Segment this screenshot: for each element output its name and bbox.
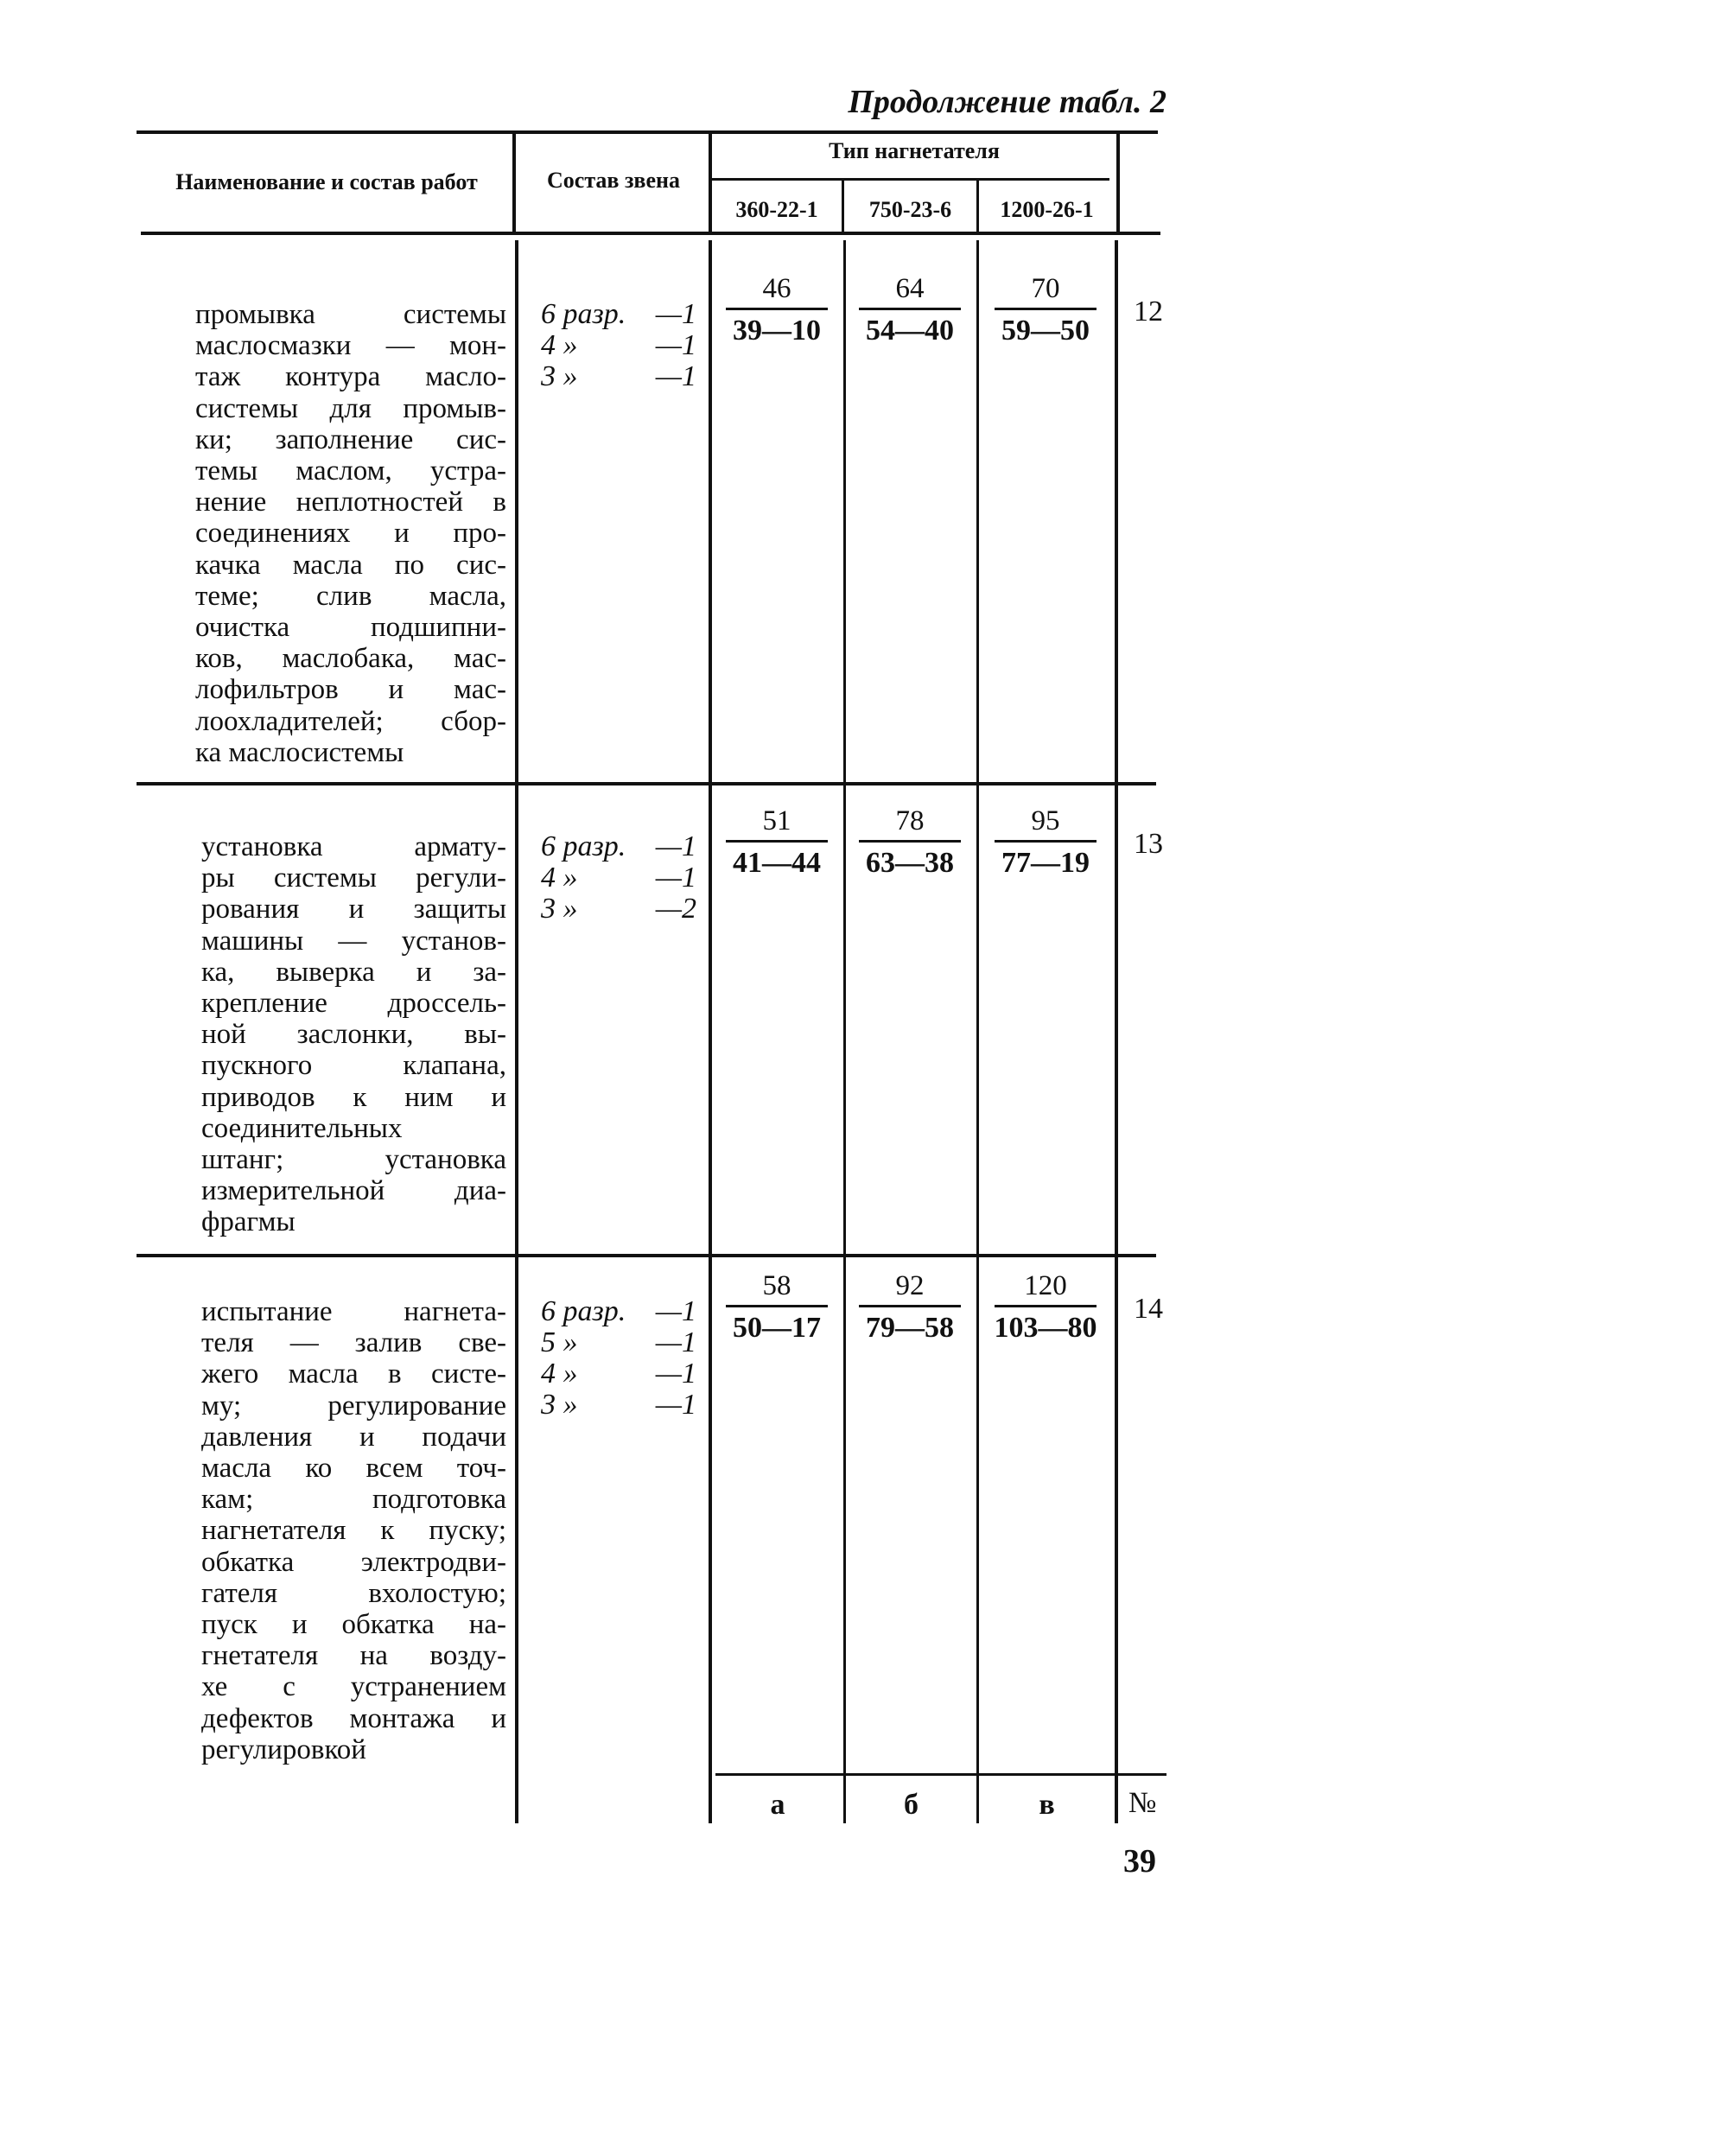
header-top-rule (137, 130, 1158, 134)
description-line: темы маслом, устра- (195, 455, 506, 487)
description-line: ков, маслобака, мас- (195, 643, 506, 675)
description-line: хе с устранением (201, 1671, 506, 1703)
crew-count: —1 (655, 830, 696, 862)
type-1200: 1200-26-1 (1000, 197, 1094, 222)
description-line: ки; заполнение сис- (195, 423, 506, 455)
row-number: 12 (1134, 296, 1163, 328)
crew-line (541, 1358, 696, 1390)
crew-line (541, 862, 696, 894)
description-line: регулировкой (201, 1733, 366, 1765)
crew-grade: 4 » (541, 862, 578, 894)
type-360: 360-22-1 (735, 197, 818, 222)
value-norm: 78 (895, 805, 925, 836)
row-13-value-b (854, 802, 966, 884)
crew-count: —2 (655, 893, 696, 925)
row-14-value-a (721, 1267, 833, 1349)
crew-line (541, 361, 696, 392)
row-14-description (201, 1296, 506, 1765)
crew-count: —1 (655, 1389, 696, 1421)
value-cost: 59—50 (1001, 315, 1090, 347)
description-line: му; регулирование (201, 1390, 506, 1421)
crew-count: —1 (655, 1358, 696, 1390)
page-number: 39 (1123, 1843, 1156, 1879)
description-line: гнетателя на возду- (201, 1640, 506, 1672)
crew-grade: 6 разр. (541, 1295, 626, 1327)
value-norm: 51 (762, 805, 791, 836)
description-line: качка масла по сис- (195, 549, 506, 581)
body-divider-c (976, 240, 979, 1823)
body-divider-a (709, 240, 712, 1823)
row-12-crew (541, 299, 696, 392)
value-cost: 50—17 (733, 1312, 821, 1344)
value-cost: 79—58 (866, 1312, 954, 1344)
value-norm: 92 (895, 1270, 925, 1301)
description-line: масла ко всем точ- (201, 1453, 506, 1485)
crew-grade: 6 разр. (541, 298, 626, 330)
row-13-value-c (989, 802, 1102, 884)
header-bottom-rule (141, 232, 1160, 235)
column-label-b: б (904, 1789, 919, 1821)
crew-grade: 4 » (541, 329, 578, 361)
description-line: очистка подшипни- (195, 612, 506, 644)
header-name: Наименование и состав работ (175, 169, 478, 194)
header-divider-right (1116, 134, 1120, 232)
crew-grade: 3 » (541, 893, 578, 925)
description-line: фрагмы (201, 1206, 296, 1238)
row-number: 14 (1134, 1293, 1163, 1325)
crew-line (541, 299, 696, 330)
row-13-crew (541, 831, 696, 925)
description-line: кам; подготовка (201, 1484, 506, 1516)
row-12-value-a (721, 270, 833, 352)
row-14-value-c (989, 1267, 1102, 1349)
description-line: рования и защиты (201, 894, 506, 925)
value-cost: 103—80 (994, 1312, 1097, 1344)
value-norm: 95 (1031, 805, 1060, 836)
description-line: нагнетателя к пуску; (201, 1515, 506, 1547)
value-norm: 70 (1031, 273, 1060, 304)
description-line: крепление дроссель- (201, 988, 506, 1020)
column-label-a: а (770, 1789, 785, 1821)
description-line: дефектов монтажа и (201, 1702, 506, 1734)
crew-grade: 3 » (541, 1389, 578, 1421)
description-line: приводов к ним и (201, 1081, 506, 1113)
crew-count: —1 (655, 298, 696, 330)
crew-grade: 4 » (541, 1358, 578, 1390)
body-divider-right (1115, 240, 1118, 1823)
crew-line (541, 831, 696, 862)
table-caption: Продолжение табл. 2 (848, 84, 1166, 120)
header-divider-crew (512, 134, 516, 232)
crew-line (541, 330, 696, 361)
description-line: лоохладителей; сбор- (195, 705, 506, 737)
description-line: измерительной диа- (201, 1175, 506, 1207)
description-line: ка, выверка и за- (201, 956, 506, 988)
description-line: соединениях и про- (195, 518, 506, 550)
value-norm: 46 (762, 273, 791, 304)
footer-rule (715, 1773, 1166, 1776)
row-12-value-b (854, 270, 966, 352)
value-cost: 41—44 (733, 847, 821, 879)
description-line: нение неплотностей в (195, 487, 506, 518)
crew-grade: 5 » (541, 1326, 578, 1358)
crew-count: —1 (655, 862, 696, 894)
column-label-number: № (1128, 1787, 1157, 1819)
crew-line (541, 1390, 696, 1421)
type-750: 750-23-6 (868, 197, 952, 222)
description-line: жего масла в систе- (201, 1358, 506, 1390)
description-line: обкатка электродви- (201, 1546, 506, 1578)
description-line: системы для промыв- (195, 392, 506, 424)
crew-line (541, 1327, 696, 1358)
description-line: соединительных (201, 1112, 403, 1144)
crew-count: —1 (655, 360, 696, 392)
header-crew: Состав звена (547, 168, 680, 193)
description-line: испытание нагнета- (201, 1296, 506, 1327)
description-line: штанг; установка (201, 1144, 506, 1176)
value-cost: 54—40 (866, 315, 954, 347)
value-norm: 64 (895, 273, 925, 304)
row-14-crew (541, 1296, 696, 1421)
description-line: лофильтров и мас- (195, 674, 506, 706)
column-label-c: в (1039, 1789, 1055, 1821)
type-header-rule (710, 178, 1109, 181)
description-line: ры системы регули- (201, 862, 506, 894)
crew-count: —1 (655, 329, 696, 361)
header-type: Тип нагнетателя (829, 138, 1000, 163)
row-13-value-a (721, 802, 833, 884)
value-norm: 58 (762, 1270, 791, 1301)
row-14-value-b (854, 1267, 966, 1349)
crew-line (541, 1296, 696, 1327)
description-line: ной заслонки, вы- (201, 1019, 506, 1051)
description-line: машины — установ- (201, 925, 506, 957)
crew-count: —1 (655, 1326, 696, 1358)
row-13-description (201, 831, 506, 1238)
body-divider-crew (515, 240, 518, 1823)
description-line: ка маслосистемы (195, 736, 404, 768)
crew-grade: 6 разр. (541, 830, 626, 862)
body-divider-b (843, 240, 846, 1823)
description-line: теля — залив све- (201, 1327, 506, 1359)
row-12-value-c (989, 270, 1102, 352)
description-line: маслосмазки — мон- (195, 330, 506, 362)
description-line: давления и подачи (201, 1421, 506, 1453)
value-cost: 63—38 (866, 847, 954, 879)
crew-line (541, 894, 696, 925)
description-line: установка армату- (201, 831, 506, 862)
crew-grade: 3 » (541, 360, 578, 392)
description-line: пуск и обкатка на- (201, 1609, 506, 1641)
row-12-description (195, 299, 506, 768)
description-line: таж контура масло- (195, 361, 506, 393)
row-divider (137, 1254, 1156, 1257)
value-cost: 77—19 (1001, 847, 1090, 879)
description-line: пускного клапана, (201, 1050, 506, 1082)
row-number: 13 (1134, 828, 1163, 860)
description-line: гателя вхолостую; (201, 1577, 506, 1609)
value-norm: 120 (1024, 1270, 1067, 1301)
row-divider (137, 782, 1156, 785)
description-line: теме; слив масла, (195, 580, 506, 612)
value-cost: 39—10 (733, 315, 821, 347)
crew-count: —1 (655, 1295, 696, 1327)
description-line: промывка системы (195, 299, 506, 330)
